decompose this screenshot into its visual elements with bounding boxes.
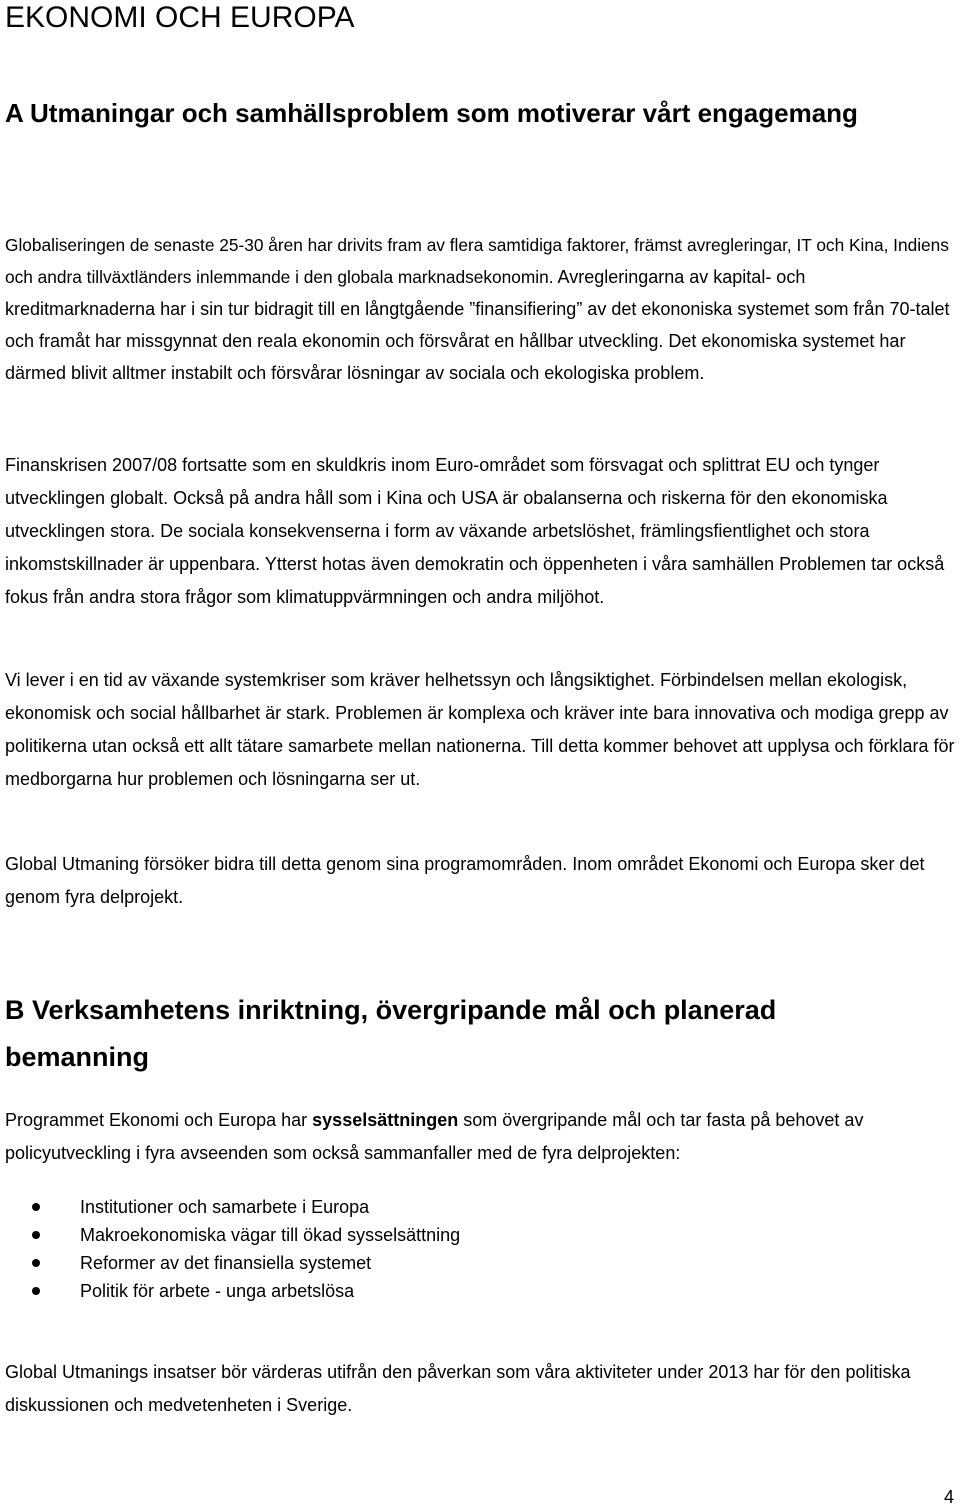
section-a-paragraph-1-rest: Avregleringarna av kapital- och kreditmarknaderna har i sin tur bidragit till en långtgående ”finansifiering” av det ekononiska systemet som från 70-talet och framåt har missgynnat den reala ekonomin och försvårat en hållbar utveckling. Det ekonomiska systemet har därmed blivit alltmer instabilt och försvårar lösningar av sociala och ekologiska problem. bbox=[5, 267, 950, 383]
list-item bbox=[5, 1221, 905, 1249]
list-item-text: Reformer av det finansiella systemet bbox=[80, 1253, 372, 1273]
section-a-heading: A Utmaningar och samhällsproblem som motiverar vårt engagemang bbox=[5, 98, 858, 128]
list-item bbox=[5, 1277, 905, 1305]
section-a-paragraph-1-intro: Globaliseringen de senaste 25-30 åren har drivits fram av flera samtidiga faktorer, främst avregleringar, IT och Kina, Indiens och andra tillväxtländers inlemmande i den globala marknadsekonomin. bbox=[5, 235, 949, 287]
section-a-paragraph-1 bbox=[5, 229, 957, 389]
list-item-text: Makroekonomiska vägar till ökad sysselsättning bbox=[80, 1225, 461, 1245]
document-page bbox=[5, 0, 957, 1511]
delprojekt-list bbox=[5, 1193, 905, 1305]
section-b-paragraph-1-after: som övergripande mål och tar fasta på behovet av policyutveckling i fyra avseenden som också sammanfaller med de fyra delprojekten: bbox=[5, 1110, 864, 1163]
section-b-paragraph-1-bold: sysselsättningen bbox=[312, 1110, 459, 1130]
list-item bbox=[5, 1193, 905, 1221]
section-b-heading: B Verksamhetens inriktning, övergripande mål och planerad bemanning bbox=[5, 995, 777, 1072]
bullet-icon bbox=[32, 1287, 40, 1295]
list-item bbox=[5, 1249, 905, 1277]
section-a-paragraph-2: Finanskrisen 2007/08 fortsatte som en skuldkris inom Euro-området som försvagat och splittrat EU och tynger utvecklingen globalt. Också på andra håll som i Kina och USA är obalanserna och riskerna för den ekonomiska utvecklingen stora. De sociala konsekvenserna i form av växande arbetslöshet, främlingsfientlighet och stora inkomstskillnader är uppenbara. Ytterst hotas även demokratin och öppenheten i våra samhällen Problemen tar också fokus från andra stora frågor som klimatuppvärmningen och andra miljöhot. bbox=[5, 455, 945, 607]
page-number: 4 bbox=[943, 1487, 954, 1507]
bullet-icon bbox=[32, 1259, 40, 1267]
section-a-paragraph-3: Vi lever i en tid av växande systemkriser som kräver helhetssyn och långsiktighet. Förbindelsen mellan ekologisk, ekonomisk och social hållbarhet är stark. Problemen är komplexa och kräver inte bara innovativa och modiga grepp av politikerna utan också ett allt tätare samarbete mellan nationerna. Till detta kommer behovet att upplysa och förklara för medborgarna hur problemen och lösningarna ser ut. bbox=[5, 670, 955, 789]
bullet-icon bbox=[32, 1231, 40, 1239]
list-item-text: Institutioner och samarbete i Europa bbox=[80, 1197, 370, 1217]
section-b-paragraph-2: Global Utmanings insatser bör värderas utifrån den påverkan som våra aktiviteter under 2013 har för den politiska diskussionen och medvetenheten i Sverige. bbox=[5, 1362, 911, 1415]
section-b-paragraph-1 bbox=[5, 1104, 957, 1170]
section-a-paragraph-4: Global Utmaning försöker bidra till detta genom sina programområden. Inom området Ekonomi och Europa sker det genom fyra delprojekt. bbox=[5, 854, 925, 907]
list-item-text: Politik för arbete - unga arbetslösa bbox=[80, 1281, 355, 1301]
bullet-icon bbox=[32, 1203, 40, 1211]
document-title: EKONOMI OCH EUROPA bbox=[5, 1, 355, 34]
section-b-paragraph-1-before: Programmet Ekonomi och Europa har bbox=[5, 1110, 313, 1130]
